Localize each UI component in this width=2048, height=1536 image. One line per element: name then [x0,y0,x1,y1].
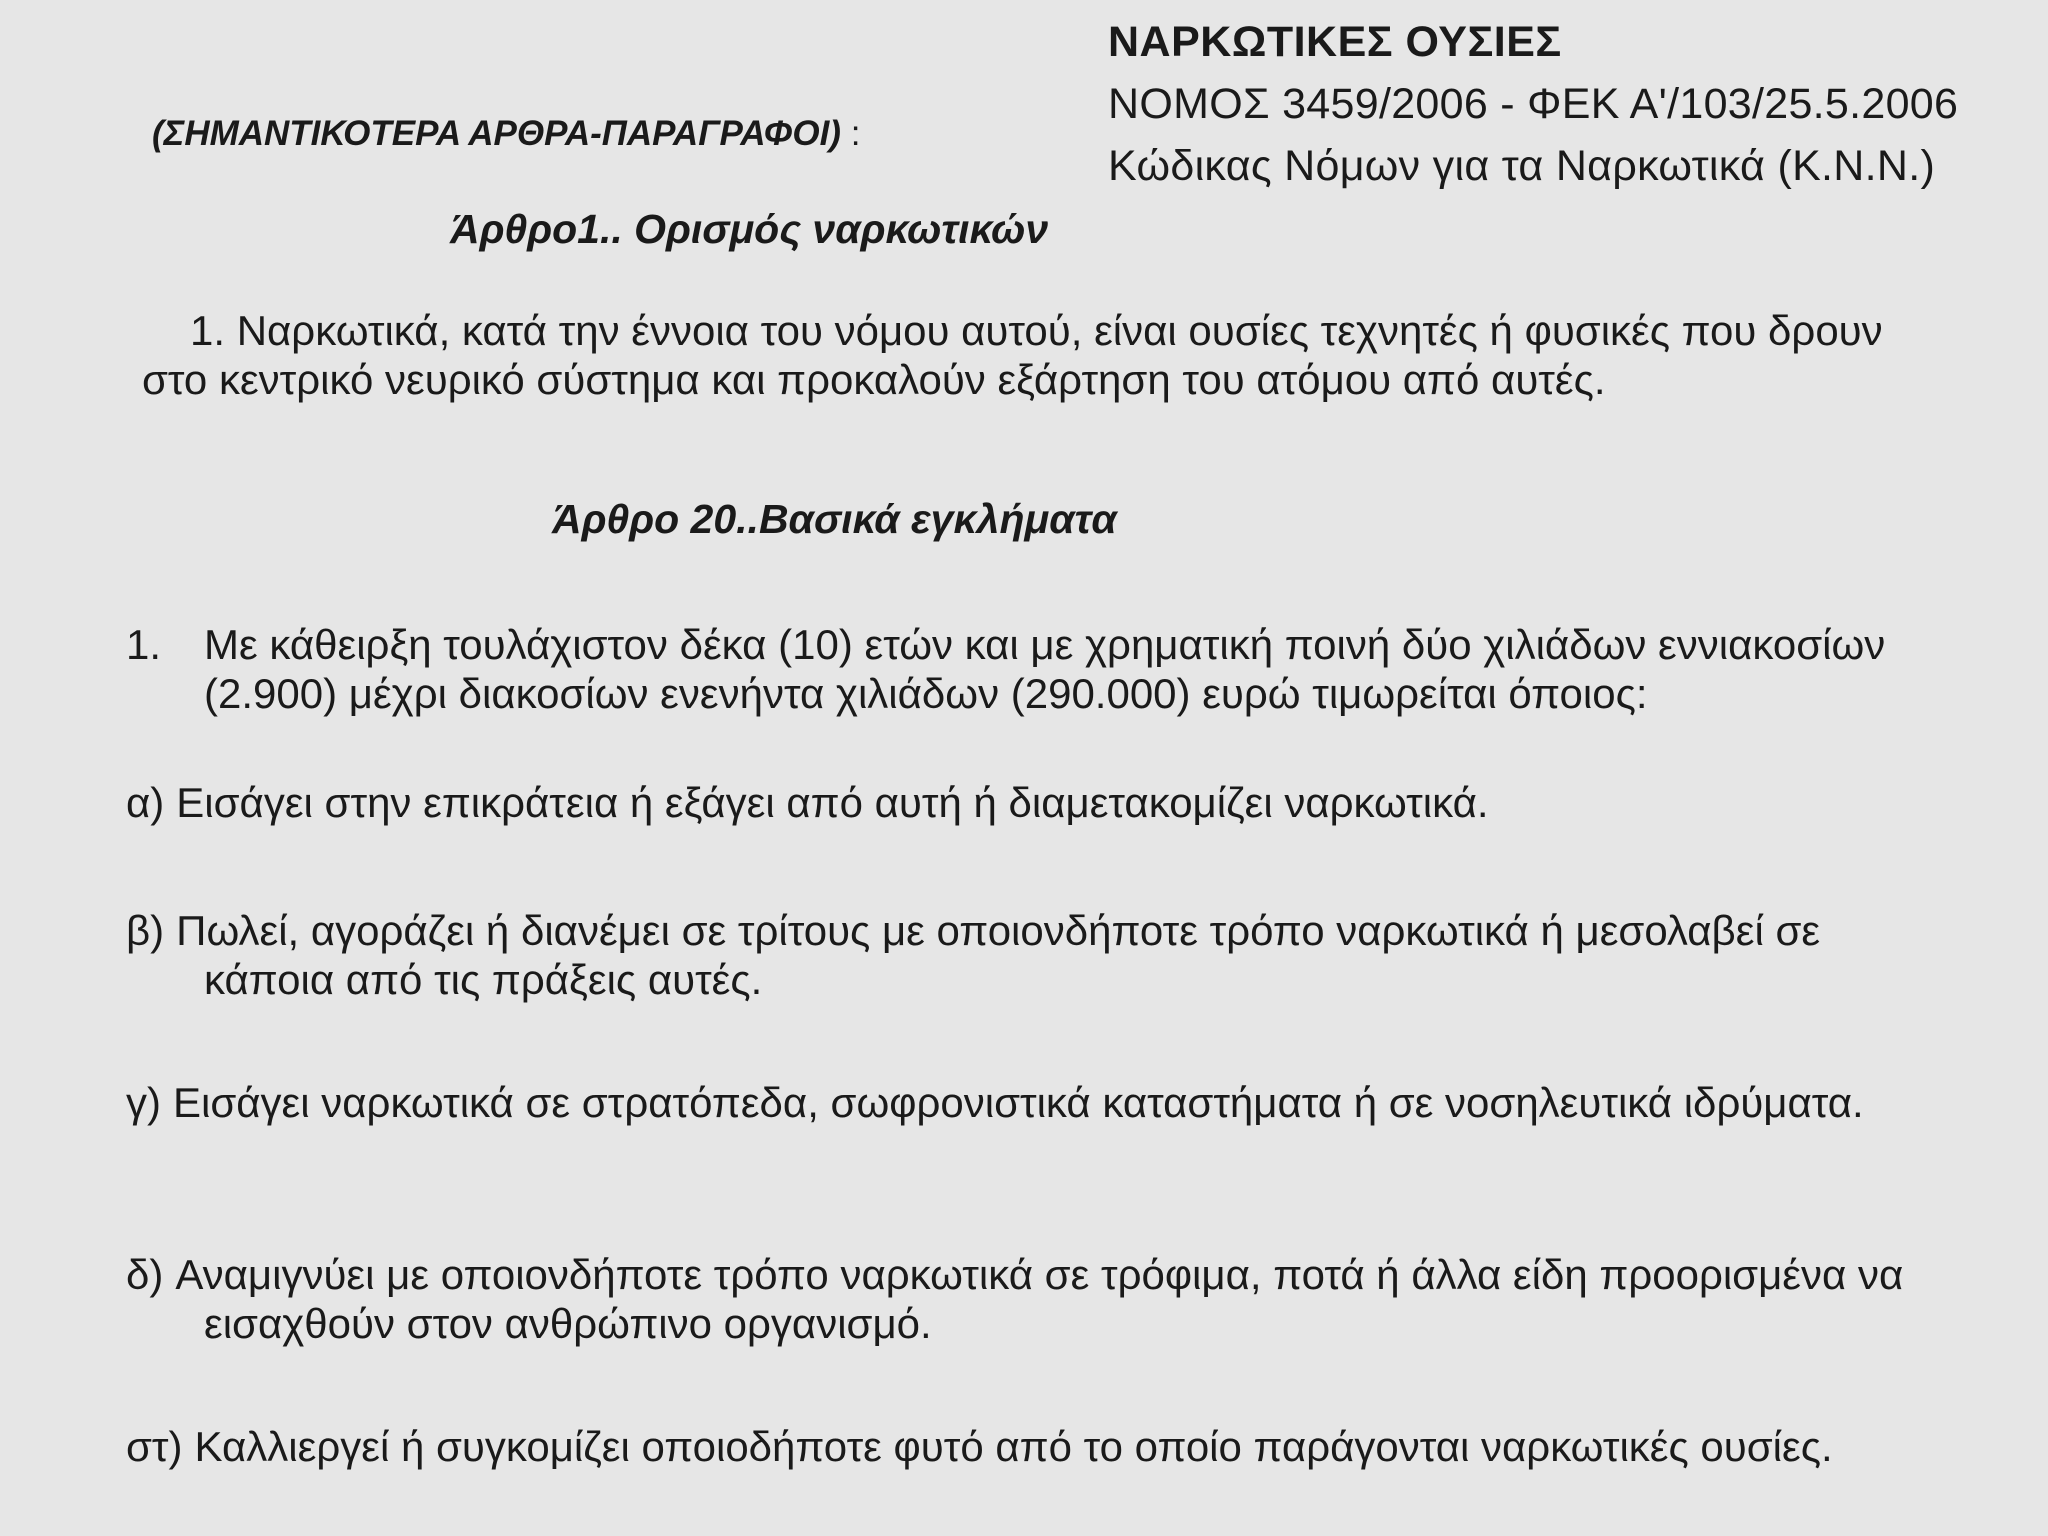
article-20-item [126,1250,1926,1348]
item-marker: 1. [126,621,162,668]
subtitle [152,114,860,154]
subtitle-suffix: : [840,114,861,153]
item-text: Εισάγει ναρκωτικά σε στρατόπεδα, σωφρονιστικά καταστήματα ή σε νοσηλευτικά ιδρύματα. [173,1079,1864,1126]
code-name: Κώδικας Νόμων για τα Ναρκωτικά (Κ.Ν.Ν.) [1108,142,1936,190]
item-marker: β) [126,907,165,954]
article-1-paragraph: 1. Ναρκωτικά, κατά την έννοια του νόμου αυτού, είναι ουσίες τεχνητές ή φυσικές που δρουν στο κεντρικό νευρικό σύστημα και προκαλούν εξάρτηση του ατόμου από αυτές. [142,307,1883,403]
item-text: Αναμιγνύει με οποιονδήποτε τρόπο ναρκωτικά σε τρόφιμα, ποτά ή άλλα είδη προορισμένα να εισαχθούν στον ανθρώπινο οργανισμό. [175,1251,1904,1347]
article-1-heading: Άρθρο1.. Ορισμός ναρκωτικών [450,206,1049,252]
article-20-item [126,906,1926,1004]
item-text: Εισάγει στην επικράτεια ή εξάγει από αυτή ή διαμετακομίζει ναρκωτικά. [176,779,1489,826]
article-20-item [126,620,1926,718]
law-reference: ΝΟΜΟΣ 3459/2006 - ΦΕΚ Α'/103/25.5.2006 [1108,80,1959,128]
article-20-item [126,778,1926,827]
subtitle-text: (ΣΗΜΑΝΤΙΚΟΤΕΡΑ ΑΡΘΡΑ-ΠΑΡΑΓΡΑΦΟΙ) [152,114,841,153]
item-marker: δ) [126,1251,164,1298]
item-marker: γ) [126,1079,161,1126]
article-20-item [126,1078,1926,1127]
item-text: Πωλεί, αγοράζει ή διανέμει σε τρίτους με οποιονδήποτε τρόπο ναρκωτικά ή μεσολαβεί σε κάποια από τις πράξεις αυτές. [176,907,1821,1003]
article-20-heading: Άρθρο 20..Βασικά εγκλήματα [552,496,1117,542]
article-20-item [126,1422,1926,1471]
document-title: ΝΑΡΚΩΤΙΚΕΣ ΟΥΣΙΕΣ [1108,18,1562,66]
item-text: Καλλιεργεί ή συγκομίζει οποιοδήποτε φυτό από το οποίο παράγονται ναρκωτικές ουσίες. [194,1423,1833,1470]
item-marker: στ) [126,1423,183,1470]
item-text: Με κάθειρξη τουλάχιστον δέκα (10) ετών και με χρηματική ποινή δύο χιλιάδων εννιακοσίων (2.900) μέχρι διακοσίων ενενήντα χιλιάδων (290.000) ευρώ τιμωρείται όποιος: [204,621,1886,717]
item-marker: α) [126,779,165,826]
